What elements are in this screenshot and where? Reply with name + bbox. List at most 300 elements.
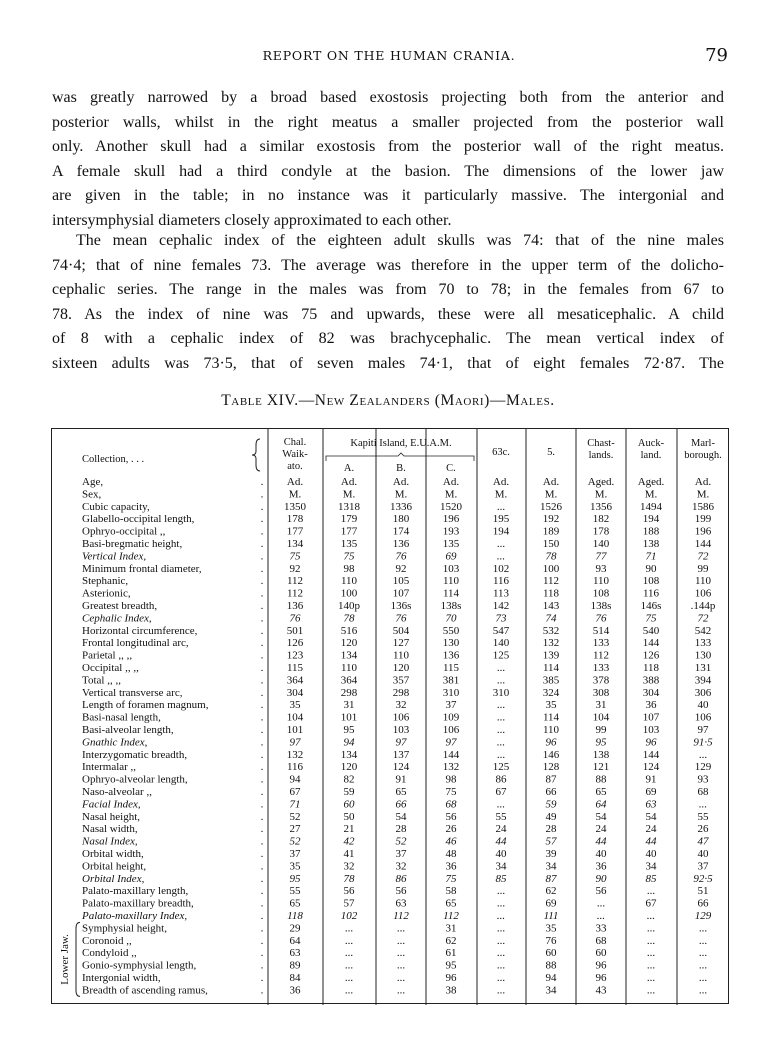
- table-cell: ...: [496, 550, 506, 563]
- table-cell: ...: [646, 922, 656, 935]
- table-cell: 133: [694, 637, 712, 650]
- table-cell: M.: [342, 488, 356, 501]
- table-cell: 107: [392, 587, 410, 600]
- row-leader-dot: .: [260, 848, 264, 860]
- table-cell: 125: [492, 649, 510, 662]
- row-label: Orbital width,: [82, 848, 144, 860]
- table-cell: 24: [595, 823, 607, 836]
- column-header: 63c.: [492, 447, 510, 458]
- table-cell: 24: [495, 823, 507, 836]
- table-cell: 94: [343, 736, 355, 749]
- table-cell: 35: [545, 699, 557, 712]
- table-cell: 60: [545, 947, 557, 960]
- table-cell: 36: [595, 860, 607, 873]
- table-cell: 143: [542, 600, 560, 612]
- table-cell: ...: [496, 984, 506, 997]
- table-cell: 136: [286, 600, 304, 612]
- lower-jaw-bracket: [76, 922, 80, 996]
- table-cell: 28: [395, 823, 407, 836]
- table-cell: 136: [442, 649, 460, 662]
- table-cell: 385: [542, 674, 560, 687]
- paragraph-1: [52, 86, 724, 234]
- row-leader-dot: .: [260, 773, 264, 786]
- table-cell: 60: [595, 947, 607, 960]
- row-leader-dot: .: [260, 748, 264, 761]
- table-cell: Ad.: [442, 476, 460, 488]
- table-cell: 192: [542, 513, 560, 526]
- table-cell: 105: [392, 575, 410, 588]
- table-cell: 112: [286, 587, 304, 600]
- table-cell: 35: [289, 699, 301, 712]
- row-leader-dot: .: [260, 860, 264, 873]
- table-cell: 134: [286, 538, 304, 550]
- table-cell: 178: [286, 513, 304, 526]
- table-cell: 542: [694, 624, 712, 637]
- row-label: Palato-maxillary breadth,: [82, 897, 194, 910]
- table-cell: M.: [444, 488, 458, 501]
- table-cell: ...: [396, 934, 406, 947]
- table-cell: 126: [286, 637, 304, 650]
- table-cell: 1520: [440, 500, 462, 513]
- table-cell: 110: [340, 662, 358, 674]
- table-cell: Ad.: [694, 476, 712, 488]
- table-cell: 26: [697, 823, 709, 836]
- table-cell: 138: [592, 748, 610, 761]
- table-cell: 110: [694, 575, 712, 588]
- table-cell: 24: [645, 823, 657, 836]
- table-cell: 34: [545, 984, 557, 997]
- table-cell: 97: [445, 736, 457, 749]
- table-cell: 110: [442, 575, 460, 588]
- table-cell: 66: [395, 798, 407, 811]
- table-cell: 178: [592, 525, 610, 538]
- table-cell: 65: [595, 786, 607, 798]
- row-label: Naso-alveolar ,,: [82, 786, 152, 798]
- table-cell: 112: [542, 575, 560, 588]
- table-cell: 93: [697, 773, 709, 786]
- text-line: cephalic series. The range in the males was from 70 to 78; in the females from 67 to: [52, 281, 724, 299]
- row-label: Cubic capacity,: [82, 500, 150, 513]
- table-cell: 139: [542, 649, 560, 662]
- table-cell: 65: [445, 897, 457, 910]
- table-cell: 87: [545, 872, 557, 885]
- row-label: Basi-bregmatic height,: [82, 538, 183, 550]
- table-cell: 39: [545, 848, 557, 860]
- table-cell: 306: [694, 686, 712, 699]
- lower-jaw-label: Lower Jaw.: [59, 934, 71, 985]
- table-cell: 36: [445, 860, 457, 873]
- table-cell: 1356: [590, 500, 612, 513]
- table-cell: 378: [592, 674, 610, 687]
- table-cell: 114: [442, 587, 460, 600]
- row-label: Condyloid ,,: [82, 947, 137, 960]
- table-cell: 100: [542, 562, 560, 575]
- table-cell: ...: [496, 500, 506, 513]
- table-cell: 177: [286, 525, 304, 538]
- table-cell: M.: [594, 488, 608, 501]
- paragraph-2: [52, 229, 724, 377]
- table-cell: 71: [645, 550, 657, 563]
- table-cell: ...: [596, 910, 606, 922]
- table-cell: 98: [343, 562, 355, 575]
- table-cell: 62: [545, 885, 557, 898]
- table-cell: 58: [445, 885, 457, 898]
- row-leader-dot: .: [260, 600, 264, 612]
- table-cell: 35: [545, 922, 557, 935]
- table-cell: ...: [698, 934, 708, 947]
- row-label: Interzygomatic breadth,: [82, 748, 188, 761]
- table-cell: 78: [545, 550, 557, 563]
- table-cell: .144p: [690, 600, 716, 612]
- table-cell: ...: [496, 724, 506, 736]
- table-cell: 94: [289, 773, 301, 786]
- row-leader-dot: .: [260, 488, 264, 501]
- table-cell: 130: [694, 649, 712, 662]
- table-cell: 304: [286, 686, 304, 699]
- running-header: [50, 46, 728, 70]
- table-cell: 92·5: [693, 872, 713, 885]
- text-line: 78. As the index of nine was 75 and upwards, these were all mesaticephalic. A child: [52, 305, 724, 323]
- column-header: Marl-: [691, 438, 715, 449]
- table-cell: 133: [592, 662, 610, 674]
- table-cell: ...: [596, 897, 606, 910]
- table-cell: 31: [445, 922, 457, 935]
- row-leader-dot: .: [260, 823, 264, 836]
- table-cell: 84: [289, 972, 301, 984]
- table-cell: 34: [645, 860, 657, 873]
- table-caption: Table XIV.—New Zealanders (Maori)—Males.: [221, 392, 555, 409]
- table-cell: 57: [343, 897, 355, 910]
- table-cell: ...: [646, 947, 656, 960]
- row-label: Symphysial height,: [82, 922, 167, 935]
- table-cell: ...: [698, 922, 708, 935]
- row-leader-dot: .: [260, 786, 264, 798]
- table-cell: ...: [344, 984, 354, 997]
- table-cell: 75: [445, 786, 457, 798]
- table-cell: 69: [645, 786, 657, 798]
- table-cell: 116: [642, 587, 660, 600]
- table-cell: 142: [492, 600, 510, 612]
- table-cell: 56: [595, 885, 607, 898]
- table-cell: 112: [592, 649, 610, 662]
- table-cell: 144: [694, 538, 712, 550]
- table-cell: 115: [286, 662, 304, 674]
- table-cell: 146s: [640, 600, 662, 612]
- row-label: Palato-maxillary length,: [82, 885, 189, 898]
- table-cell: 125: [492, 761, 510, 774]
- column-header: ato.: [287, 461, 303, 472]
- row-label: Total ,, ,,: [82, 674, 121, 687]
- table-cell: 75: [645, 612, 657, 625]
- table-cell: 126: [642, 649, 660, 662]
- table-cell: 1586: [692, 500, 714, 513]
- table-cell: 140: [592, 538, 610, 550]
- row-label: Stephanic,: [82, 575, 129, 588]
- table-cell: 298: [392, 686, 410, 699]
- table-cell: 28: [545, 823, 557, 836]
- table-cell: 308: [592, 686, 610, 699]
- row-label: Orbital Index,: [82, 872, 145, 885]
- row-label: Age,: [82, 476, 104, 488]
- table-cell: 37: [445, 699, 457, 712]
- table-cell: 108: [592, 587, 610, 600]
- table-cell: 75: [289, 550, 301, 563]
- table-cell: 91: [395, 773, 407, 786]
- table-cell: 90: [595, 872, 607, 885]
- table-cell: 104: [286, 711, 304, 724]
- row-leader-dot: .: [260, 885, 264, 898]
- table-cell: 68: [445, 798, 457, 811]
- table-cell: 73: [495, 612, 507, 625]
- row-label: Coronoid ,,: [82, 934, 132, 947]
- table-cell: 120: [392, 662, 410, 674]
- table-cell: 46: [445, 835, 457, 848]
- table-cell: 130: [442, 637, 460, 650]
- table-cell: 195: [492, 513, 510, 526]
- table-cell: 35: [289, 860, 301, 873]
- row-leader-dot: .: [260, 550, 264, 563]
- table-cell: 124: [642, 761, 660, 774]
- row-label: Palato-maxillary Index,: [82, 910, 188, 922]
- table-cell: 106: [442, 724, 460, 736]
- table-cell: 310: [442, 686, 460, 699]
- table-cell: 37: [289, 848, 301, 860]
- table-cell: 76: [545, 934, 557, 947]
- row-leader-dot: .: [260, 612, 264, 625]
- table-cell: 128: [542, 761, 560, 774]
- row-label: Glabello-occipital length,: [82, 513, 195, 526]
- table-cell: 63: [395, 897, 407, 910]
- row-label: Cephalic Index,: [82, 612, 152, 625]
- table-cell: 532: [542, 624, 560, 637]
- table-cell: 103: [392, 724, 410, 736]
- table-cell: ...: [496, 934, 506, 947]
- table-cell: ...: [396, 959, 406, 972]
- table-cell: 55: [289, 885, 301, 898]
- table-cell: ...: [496, 885, 506, 898]
- column-header: borough.: [684, 450, 722, 461]
- row-label: Basi-nasal length,: [82, 711, 161, 724]
- row-label: Ophryo-alveolar length,: [82, 773, 188, 786]
- row-label: Orbital height,: [82, 860, 147, 873]
- table-cell: 64: [595, 798, 607, 811]
- table-cell: 504: [392, 624, 410, 637]
- table-cell: 95: [289, 872, 301, 885]
- table-cell: 140p: [338, 600, 360, 612]
- table-cell: 324: [542, 686, 560, 699]
- table-cell: ...: [698, 748, 708, 761]
- row-label: Intergonial width,: [82, 972, 161, 984]
- row-label: Nasal Index,: [82, 835, 138, 848]
- table-cell: 112: [443, 910, 459, 922]
- table-cell: 129: [694, 761, 712, 774]
- table-cell: 501: [286, 624, 304, 637]
- table-cell: ...: [344, 922, 354, 935]
- table-cell: 310: [492, 686, 510, 699]
- table-cell: 48: [445, 848, 457, 860]
- row-leader-dot: .: [260, 500, 264, 513]
- table-cell: ...: [396, 972, 406, 984]
- table-cell: 97: [395, 736, 407, 749]
- table-cell: 92: [289, 562, 301, 575]
- row-leader-dot: .: [260, 476, 264, 488]
- table-cell: 64: [289, 934, 301, 947]
- table-cell: 37: [697, 860, 709, 873]
- table-cell: 61: [445, 947, 457, 960]
- table-cell: 96: [595, 959, 607, 972]
- table-cell: 86: [395, 872, 407, 885]
- table-cell: 137: [392, 748, 410, 761]
- table-cell: 54: [395, 810, 407, 823]
- table-cell: 94: [545, 972, 557, 984]
- table-cell: 91: [645, 773, 657, 786]
- table-cell: 40: [697, 848, 709, 860]
- column-header: Auck-: [637, 438, 665, 449]
- column-header: lands.: [588, 450, 614, 461]
- table-cell: 88: [545, 959, 557, 972]
- row-leader-dot: .: [260, 699, 264, 712]
- table-cell: 514: [592, 624, 610, 637]
- row-leader-dot: .: [260, 947, 264, 960]
- column-header: Chal.: [283, 437, 307, 448]
- table-cell: 32: [395, 699, 407, 712]
- table-cell: 114: [542, 662, 560, 674]
- text-line: was greatly narrowed by a broad based exostosis projecting both from the anterior and: [52, 89, 724, 106]
- header-brace: [252, 439, 260, 471]
- column-header: Waik-: [282, 449, 308, 460]
- table-cell: 40: [697, 699, 709, 712]
- table-cell: 110: [542, 724, 560, 736]
- table-cell: 32: [395, 860, 407, 873]
- page-number: 79: [705, 45, 728, 66]
- table-cell: ...: [396, 922, 406, 935]
- table-cell: 298: [340, 686, 358, 699]
- table-cell: 144: [442, 748, 460, 761]
- table-cell: 78: [343, 872, 355, 885]
- table-cell: M.: [696, 488, 710, 501]
- row-label: Nasal height,: [82, 810, 141, 823]
- text-line: only. Another skull had a similar exostosis from the posterior wall of the right meatus.: [52, 138, 724, 156]
- table-cell: 56: [395, 885, 407, 898]
- table-cell: ...: [646, 910, 656, 922]
- row-label: Asterionic,: [82, 587, 131, 600]
- table-cell: Ad.: [542, 476, 560, 488]
- measurement-table: [51, 428, 729, 1004]
- row-label: Basi-alveolar length,: [82, 724, 174, 736]
- collection-label: Collection, . . .: [82, 454, 145, 465]
- table-cell: 118: [287, 910, 303, 922]
- table-cell: 124: [392, 761, 410, 774]
- table-cell: 106: [392, 711, 410, 724]
- table-cell: 54: [595, 810, 607, 823]
- table-cell: 108: [642, 575, 660, 588]
- table-cell: 135: [442, 538, 460, 550]
- table-cell: 131: [694, 662, 712, 674]
- table-cell: 70: [445, 612, 457, 625]
- table-cell: 95: [595, 736, 607, 749]
- row-label: Horizontal circumference,: [82, 624, 198, 637]
- table-cell: 49: [545, 810, 557, 823]
- table-cell: 135: [340, 538, 358, 550]
- table-cell: 41: [343, 848, 355, 860]
- table-cell: 87: [545, 773, 557, 786]
- table-cell: 550: [442, 624, 460, 637]
- running-title: REPORT ON THE HUMAN CRANIA.: [262, 48, 516, 63]
- table-cell: 76: [289, 612, 301, 625]
- text-line: sixteen adults was 73·5, that of seven males 74·1, that of eight females 72·87. The: [52, 354, 724, 372]
- table-cell: 194: [642, 513, 660, 526]
- row-label: Ophryo-occipital ,,: [82, 525, 166, 538]
- table-cell: 21: [343, 823, 355, 836]
- table-cell: 540: [642, 624, 660, 637]
- table-cell: 1318: [338, 500, 360, 513]
- table-cell: 110: [392, 649, 410, 662]
- table-cell: 66: [697, 897, 709, 910]
- table-cell: 304: [642, 686, 660, 699]
- table-cell: 136: [392, 538, 410, 550]
- table-cell: 76: [395, 612, 407, 625]
- text-line: 74·4; that of nine females 73. The average was therefore in the upper term of the dolicho-: [52, 256, 724, 274]
- table-cell: 144: [642, 748, 660, 761]
- table-cell: 133: [592, 637, 610, 650]
- table-cell: 52: [289, 835, 301, 848]
- table-cell: 88: [595, 773, 607, 786]
- table-cell: 63: [645, 798, 657, 811]
- table-cell: 29: [289, 922, 301, 935]
- table-cell: 547: [492, 624, 510, 637]
- row-label: Vertical Index,: [82, 550, 147, 563]
- row-leader-dot: .: [260, 972, 264, 984]
- text-line: A female skull had a third condyle at the basion. The dimensions of the lower jaw: [52, 162, 724, 180]
- row-leader-dot: .: [260, 624, 264, 637]
- table-cell: 67: [645, 897, 657, 910]
- table-cell: 31: [343, 699, 355, 712]
- table-cell: 364: [340, 674, 358, 687]
- table-cell: 99: [595, 724, 607, 736]
- table-cell: ...: [496, 699, 506, 712]
- table-cell: ...: [496, 947, 506, 960]
- table-cell: 114: [542, 711, 560, 724]
- row-label: Intermalar ,,: [82, 761, 137, 774]
- table-cell: Aged.: [637, 476, 665, 488]
- table-cell: 115: [442, 662, 460, 674]
- table-cell: ...: [496, 711, 506, 724]
- table-cell: ...: [698, 984, 708, 997]
- column-header: Chast-: [587, 438, 615, 449]
- row-leader-dot: .: [260, 872, 264, 885]
- table-cell: 116: [492, 575, 510, 588]
- table-cell: ...: [496, 910, 506, 922]
- table-cell: ...: [344, 947, 354, 960]
- table-cell: 38: [445, 984, 457, 997]
- row-label: Vertical transverse arc,: [82, 686, 183, 699]
- table-cell: ...: [496, 897, 506, 910]
- table-cell: 146: [542, 748, 560, 761]
- table-cell: 110: [592, 575, 610, 588]
- table-cell: 93: [595, 562, 607, 575]
- table-cell: 91·5: [693, 736, 713, 749]
- table-cell: Ad.: [392, 476, 410, 488]
- row-label: Breadth of ascending ramus,: [82, 984, 208, 997]
- table-cell: ...: [496, 798, 506, 811]
- table-cell: 47: [697, 835, 709, 848]
- table-cell: ...: [646, 934, 656, 947]
- table-cell: 62: [445, 934, 457, 947]
- row-leader-dot: .: [260, 562, 264, 575]
- table-cell: 43: [595, 984, 607, 997]
- table-cell: 85: [495, 872, 507, 885]
- text-line: posterior walls, whilst in the right meatus a smaller projected from the posterior wall: [52, 113, 724, 131]
